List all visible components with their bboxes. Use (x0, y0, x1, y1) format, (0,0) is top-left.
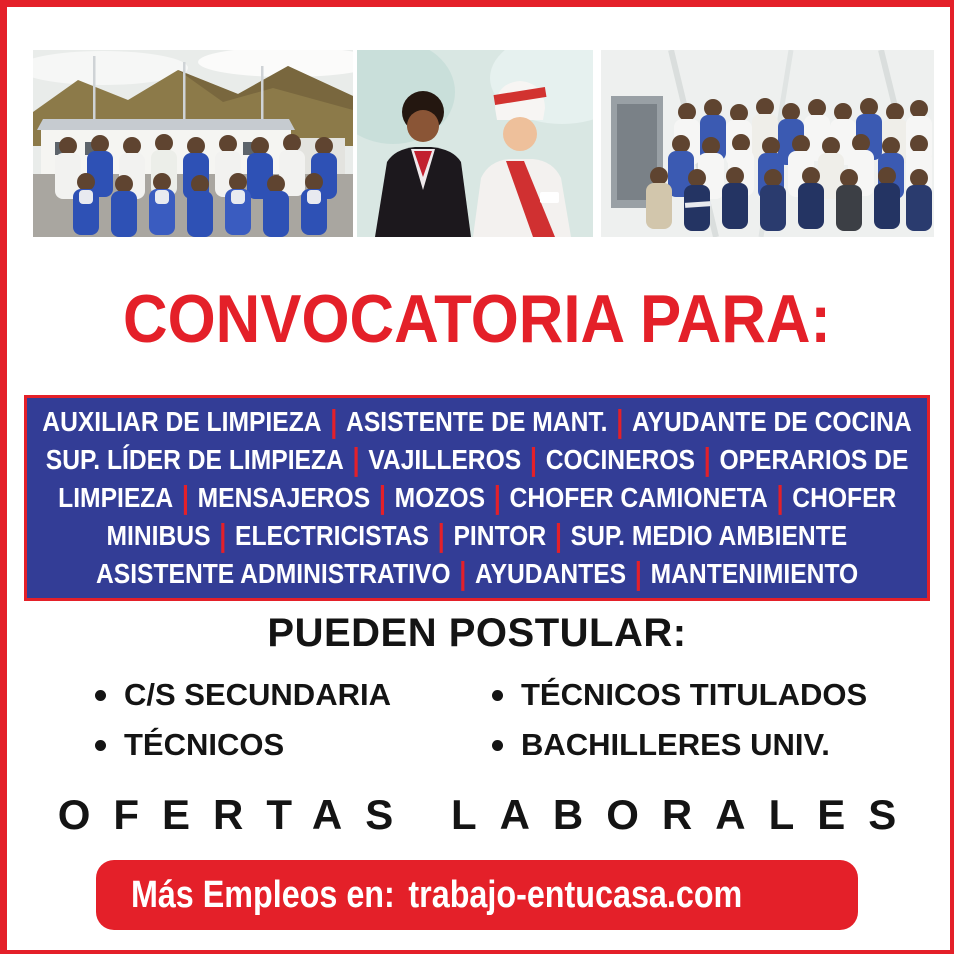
list-item (95, 670, 391, 720)
job-title: SUP. MEDIO AMBIENTE (570, 520, 848, 551)
bullet-icon (492, 690, 503, 701)
job-title: AUXILIAR DE LIMPIEZA (42, 406, 322, 437)
positions-line (42, 403, 911, 441)
footer-url[interactable]: trabajo-entucasa.com (408, 873, 743, 916)
job-title: ASISTENTE DE MANT. (346, 406, 608, 437)
separator: | (352, 442, 360, 477)
job-title: MENSAJEROS (197, 482, 370, 513)
photo-left-illustration (33, 50, 353, 237)
job-title: MINIBUS (106, 520, 211, 551)
bullet-icon (95, 690, 106, 701)
separator: | (634, 556, 642, 591)
job-title: MOZOS (394, 482, 485, 513)
separator: | (529, 442, 537, 477)
separator: | (616, 404, 624, 439)
separator: | (555, 518, 562, 553)
separator: | (493, 480, 501, 515)
eligibility-heading: PUEDEN POSTULAR: (267, 611, 687, 655)
job-title: AYUDANTE DE COCINA (632, 406, 912, 437)
photo-service-staff (357, 50, 593, 237)
eligibility-item-label: TÉCNICOS (124, 727, 285, 762)
eligibility-column-left (95, 670, 391, 770)
eligibility-item-label: C/S SECUNDARIA (124, 677, 391, 712)
job-title: LIMPIEZA (57, 482, 173, 513)
job-title: SUP. LÍDER DE LIMPIEZA (45, 444, 344, 475)
offers-banner-text: OFERTAS LABORALES (57, 791, 920, 838)
page-title: CONVOCATORIA PARA: (123, 281, 831, 354)
separator: | (181, 480, 189, 515)
photo-right-illustration (601, 50, 934, 237)
eligibility-item-label: TÉCNICOS TITULADOS (521, 677, 868, 712)
positions-line (46, 441, 909, 479)
job-title: PINTOR (453, 520, 547, 551)
separator: | (219, 518, 227, 553)
job-title: COCINEROS (545, 444, 695, 475)
separator: | (776, 480, 784, 515)
job-title: ELECTRICISTAS (235, 520, 430, 551)
eligibility-column-right (492, 670, 867, 770)
job-title: CHOFER CAMIONETA (509, 482, 768, 513)
bullet-icon (492, 740, 503, 751)
photo-workers-outdoors (33, 50, 353, 237)
more-jobs-button[interactable] (96, 860, 858, 930)
photo-crew-tent (601, 50, 934, 237)
separator: | (378, 480, 386, 515)
separator: | (459, 556, 467, 591)
separator: | (437, 518, 445, 553)
job-title: AYUDANTES (474, 558, 627, 589)
photo-center-illustration (357, 50, 593, 237)
list-item (492, 720, 867, 770)
footer-label: Más Empleos en: (131, 873, 396, 916)
bullet-icon (95, 740, 106, 751)
headline-graphic (97, 274, 857, 354)
job-title: OPERARIOS DE (719, 444, 909, 475)
footer-button-text (131, 874, 742, 917)
eligibility-item-label: BACHILLERES UNIV. (521, 727, 830, 762)
positions-line (58, 479, 896, 517)
list-item (95, 720, 391, 770)
positions-board (24, 395, 930, 601)
positions-line (96, 555, 858, 593)
job-title: VAJILLEROS (368, 444, 522, 475)
separator: | (330, 404, 338, 439)
job-title: ASISTENTE ADMINISTRATIVO (95, 558, 451, 589)
list-item (492, 670, 867, 720)
job-title: CHOFER (792, 482, 897, 513)
positions-line (107, 517, 848, 555)
separator: | (703, 442, 711, 477)
job-title: MANTENIMIENTO (650, 558, 859, 589)
